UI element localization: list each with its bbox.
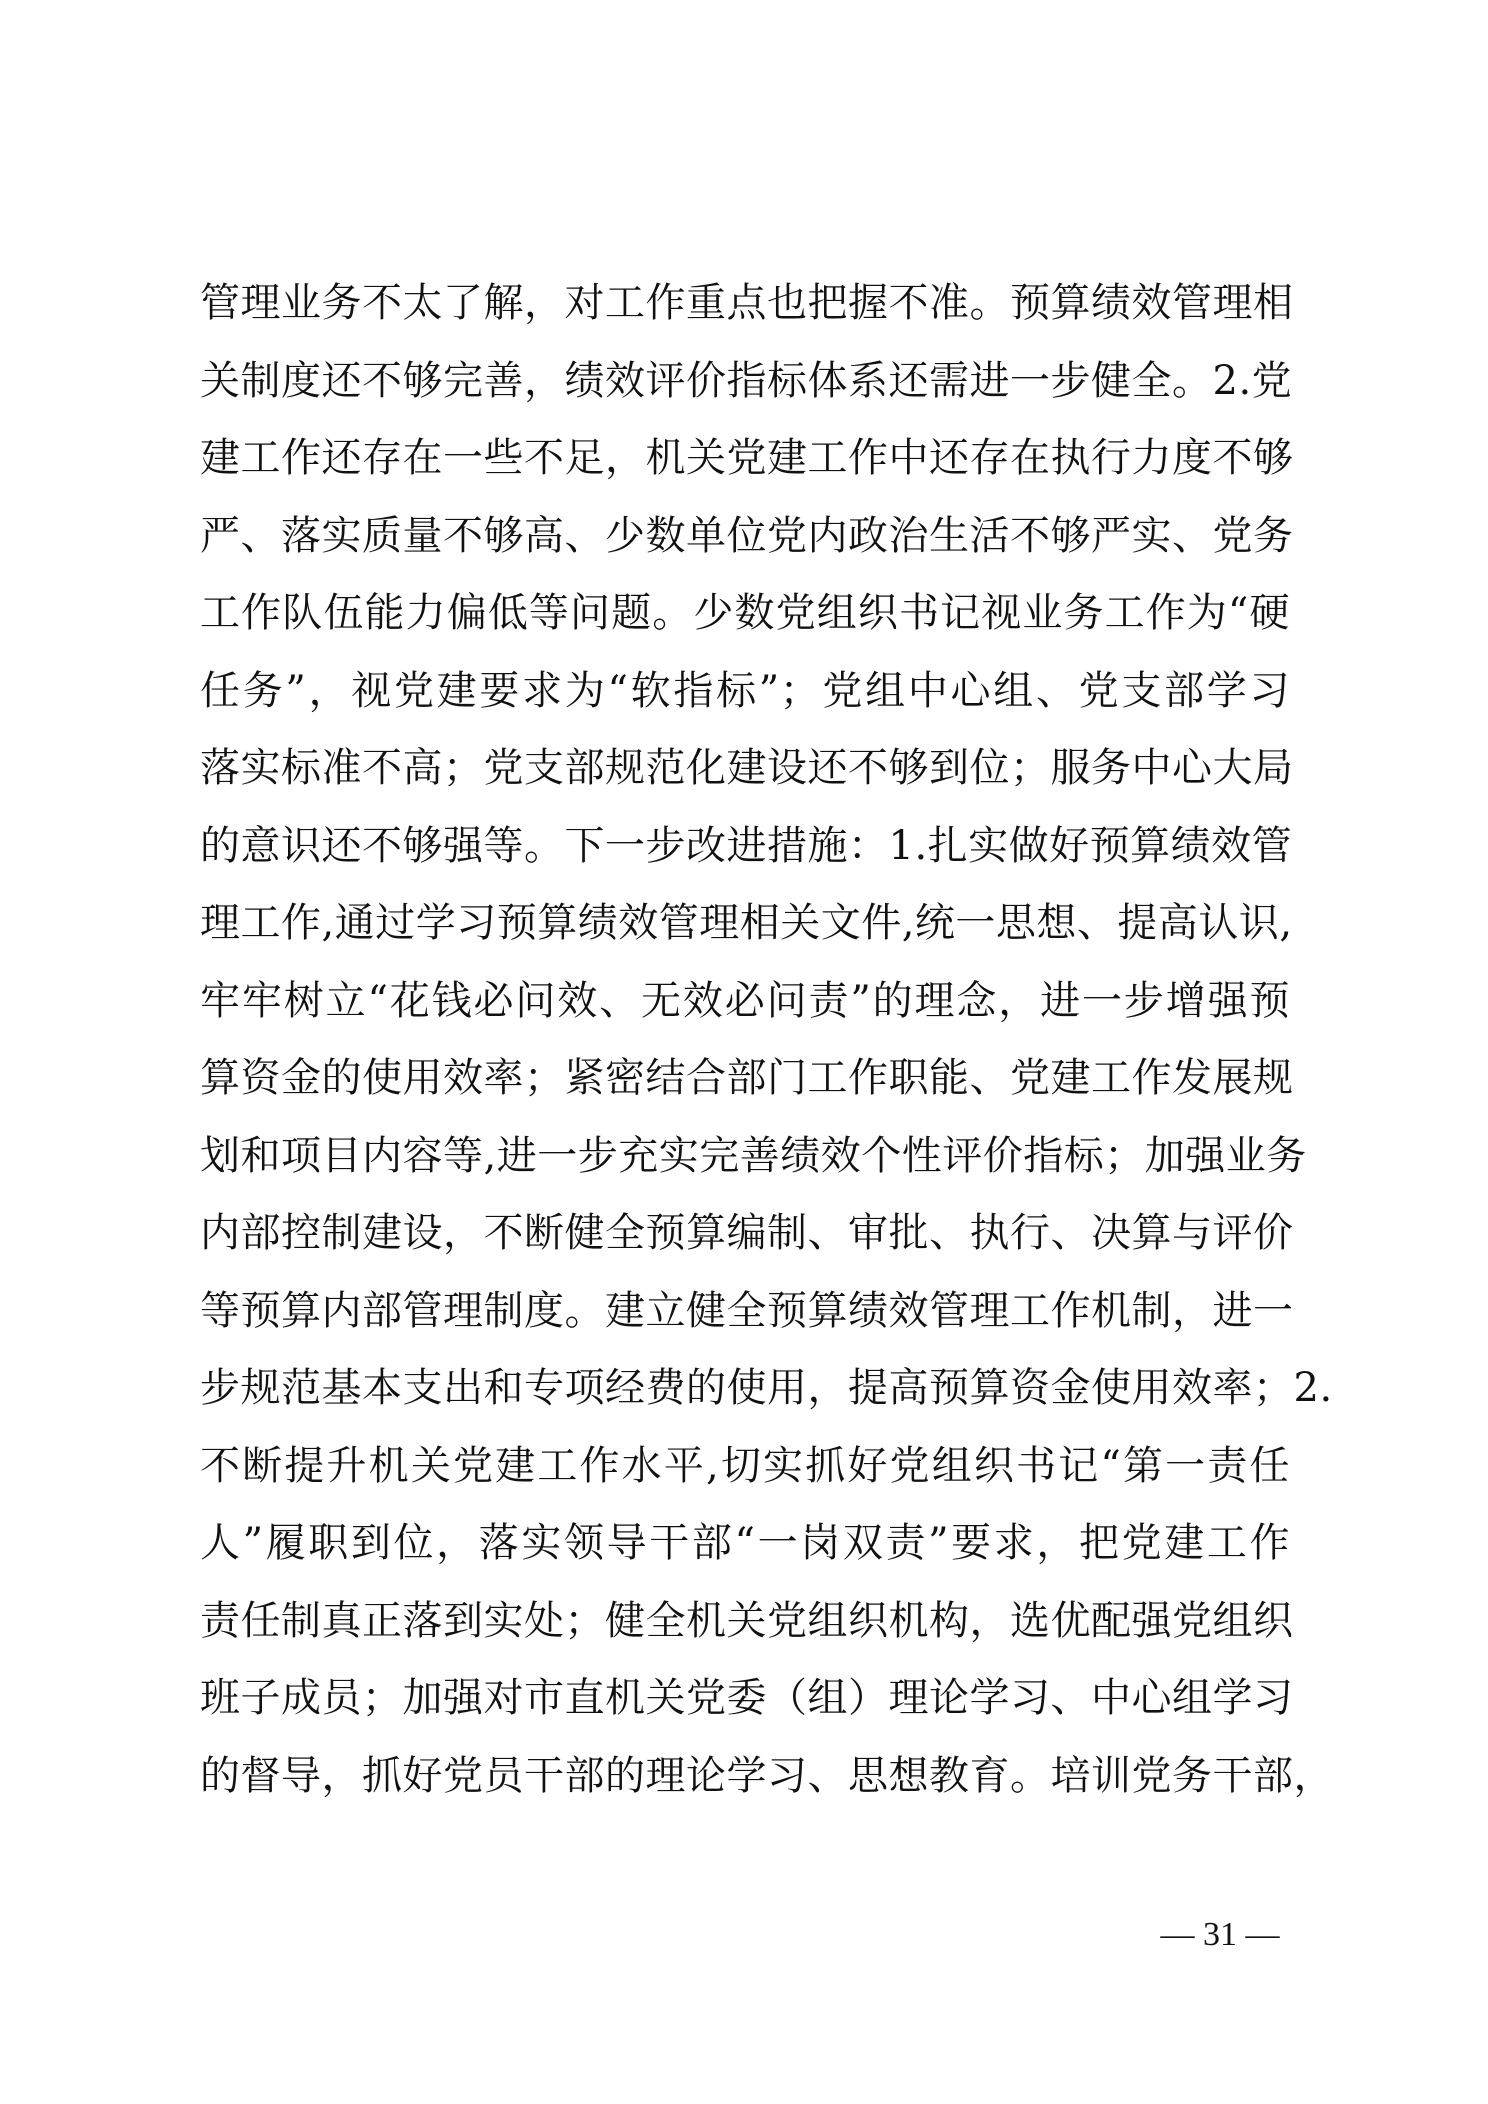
text-line: 落实标准不高；党支部规范化建设还不够到位；服务中心大局	[200, 745, 1294, 791]
text-line: 理工作,通过学习预算绩效管理相关文件,统一思想、提高认识,	[200, 900, 1293, 946]
text-line: 划和项目内容等,进一步充实完善绩效个性评价指标；加强业务	[200, 1132, 1307, 1179]
text-line: 人”履职到位，落实领导干部“一岗双责”要求，把党建工作	[200, 1520, 1290, 1566]
text-line: 关制度还不够完善，绩效评价指标体系还需进一步健全。2.党	[200, 357, 1293, 404]
text-line: 严、落实质量不够高、少数单位党内政治生活不够严实、党务	[200, 512, 1294, 559]
body-text	[200, 265, 1334, 1815]
text-line: 不断提升机关党建工作水平,切实抓好党组织书记“第一责任	[200, 1442, 1290, 1489]
text-line: 管理业务不太了解，对工作重点也把握不准。预算绩效管理相	[200, 280, 1294, 326]
text-line: 工作队伍能力偏低等问题。少数党组织书记视业务工作为“硬	[200, 590, 1290, 636]
text-line: 责任制真正落到实处；健全机关党组织机构，选优配强党组织	[200, 1597, 1294, 1644]
text-line: 的意识还不够强等。下一步改进措施：1.扎实做好预算绩效管	[200, 822, 1293, 869]
text-line: 步规范基本支出和专项经费的使用，提高预算资金使用效率；2.	[200, 1365, 1333, 1411]
text-line: 算资金的使用效率；紧密结合部门工作职能、党建工作发展规	[200, 1055, 1294, 1101]
text-line: 等预算内部管理制度。建立健全预算绩效管理工作机制，进一	[200, 1287, 1294, 1334]
text-line: 内部控制建设，不断健全预算编制、审批、执行、决算与评价	[200, 1210, 1294, 1256]
text-line: 任务”，视党建要求为“软指标”；党组中心组、党支部学习	[200, 667, 1290, 714]
text-line: 的督导，抓好党员干部的理论学习、思想教育。培训党务干部，	[200, 1752, 1334, 1799]
text-line: 建工作还存在一些不足，机关党建工作中还存在执行力度不够	[200, 435, 1294, 481]
text-line: 班子成员；加强对市直机关党委（组）理论学习、中心组学习	[200, 1675, 1294, 1721]
text-line: 牢牢树立“花钱必问效、无效必问责”的理念，进一步增强预	[200, 977, 1290, 1024]
page-number: — 31 —	[1160, 1916, 1280, 1953]
